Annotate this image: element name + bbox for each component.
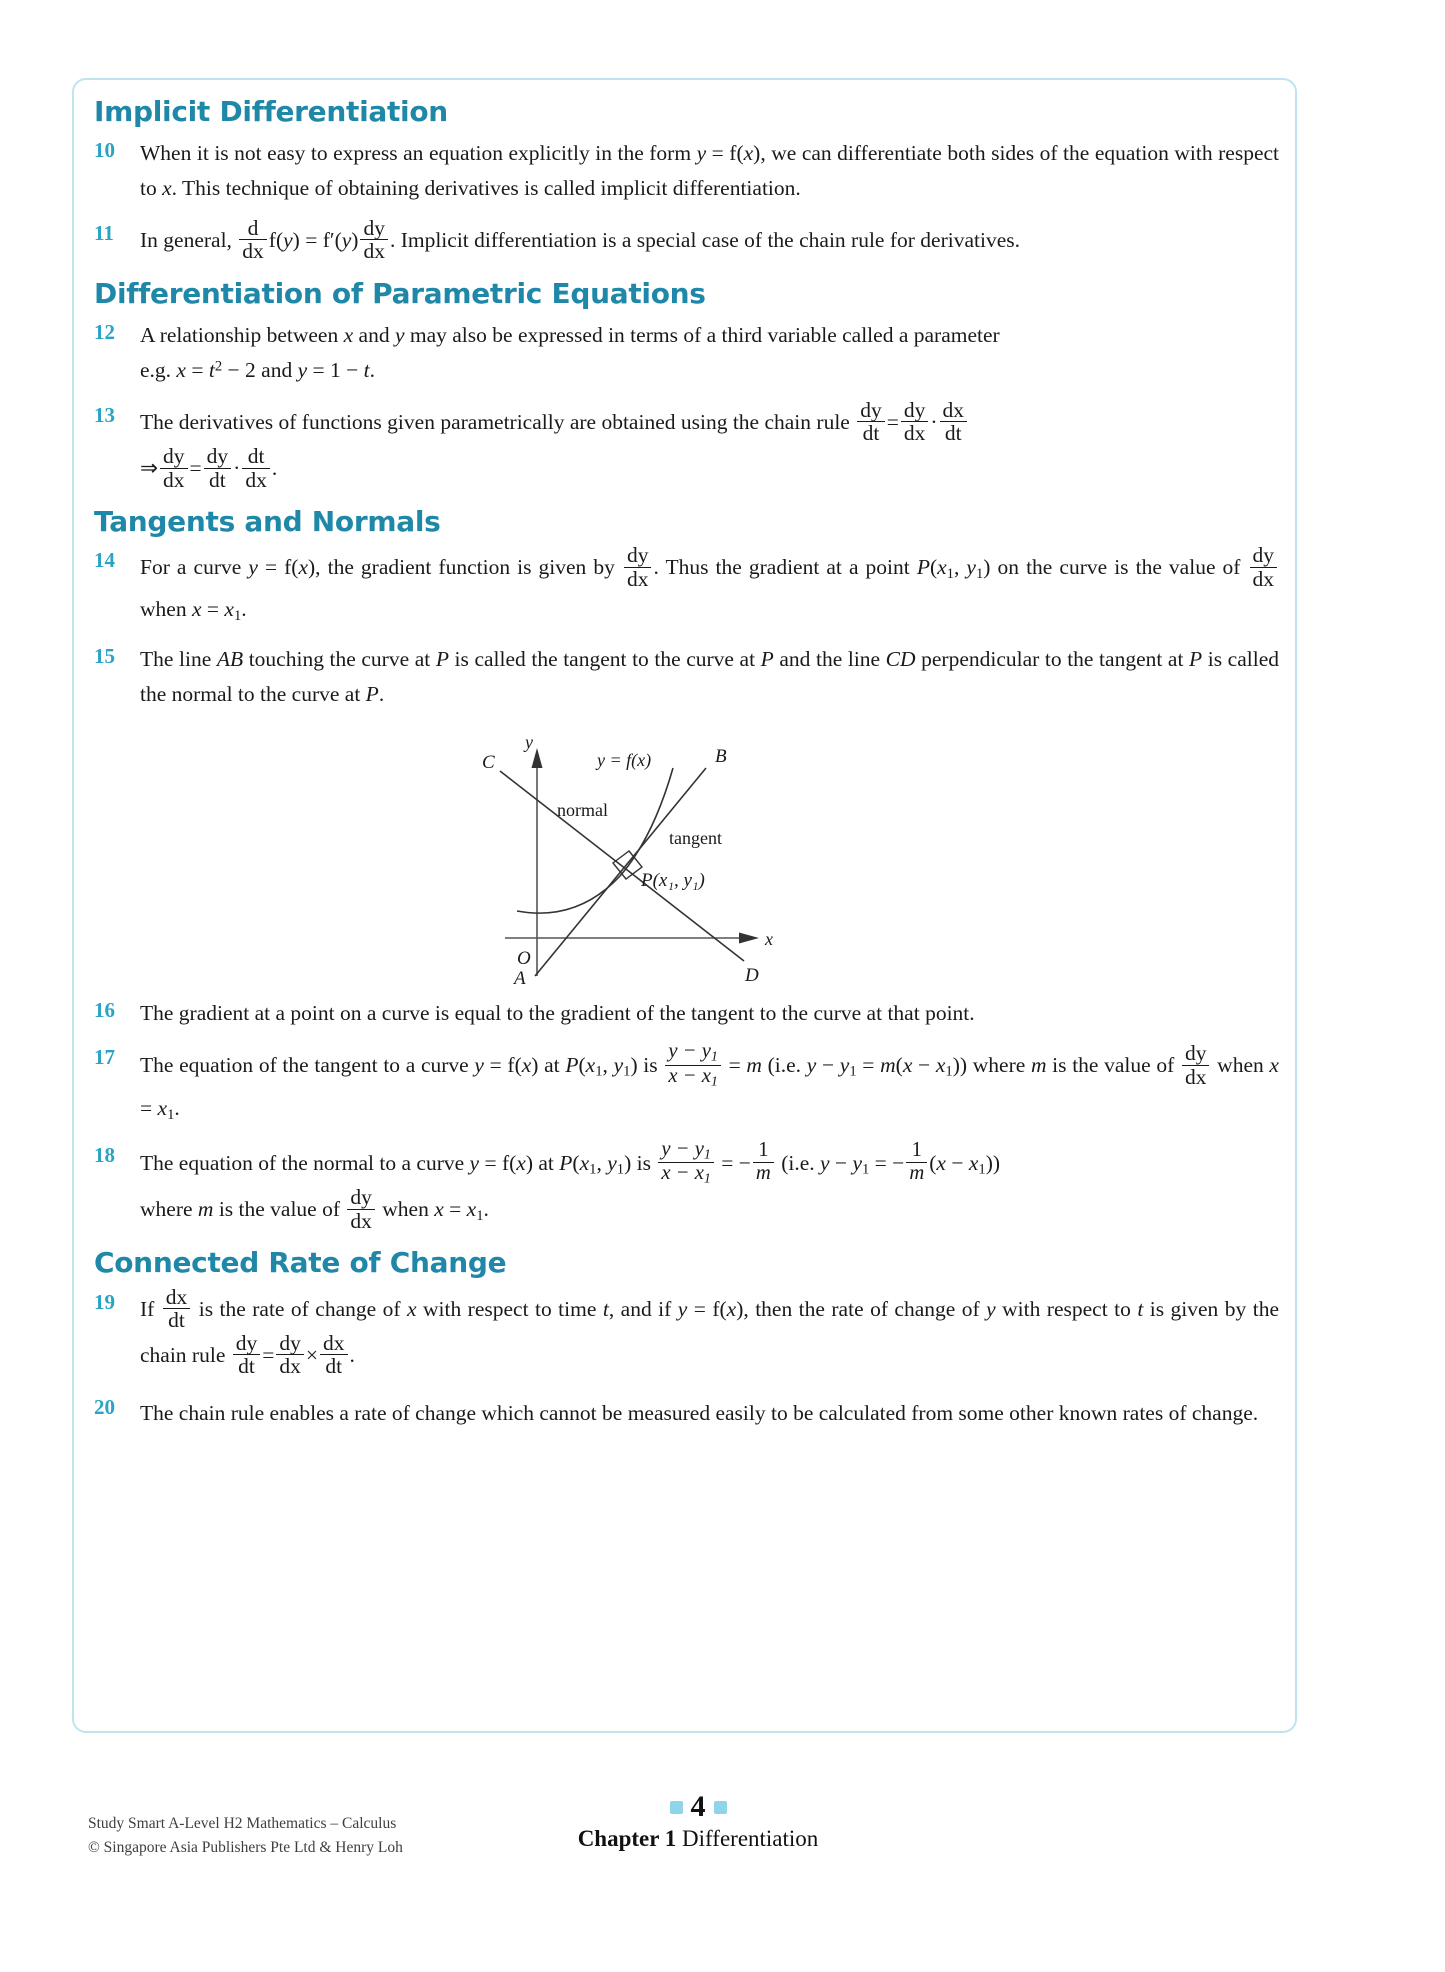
item17-yy: y: [806, 1053, 817, 1078]
axis-label-y: y: [524, 731, 533, 752]
frac-den-sub: 1: [710, 1073, 718, 1090]
item18-text-3: (i.e.: [775, 1150, 820, 1175]
item15-point-P2: P: [760, 646, 774, 671]
item17-py-sub: 1: [623, 1063, 631, 1080]
item-number-14: 14: [94, 548, 115, 573]
item19-times: ×: [305, 1342, 319, 1367]
item17-point-P: P: [565, 1053, 579, 1078]
item15-point-P4: P: [365, 681, 379, 706]
item17-text-1: The equation of the tangent to a curve: [140, 1053, 475, 1078]
fraction-numerator: dx: [320, 1332, 348, 1356]
fraction-dy-dx: [360, 217, 388, 263]
item-18-body: [140, 1137, 1279, 1235]
item10-text-3: . This technique of obtaining derivatives is called implicit differentiation.: [171, 176, 801, 201]
list-item-20: [94, 1393, 1279, 1435]
item15-point-P1: P: [435, 646, 449, 671]
item-11-body: [140, 215, 1279, 265]
item-number-11: 11: [94, 220, 114, 245]
section-heading-parametric-equations: Differentiation of Parametric Equations: [94, 276, 706, 310]
item18-x1: x: [968, 1150, 979, 1175]
square-decoration-left-icon: [670, 1801, 683, 1814]
fraction-numerator: dy: [1182, 1042, 1210, 1066]
fraction-numerator: dy: [1250, 544, 1278, 568]
item19-text-8: is given by the chain rule: [140, 1296, 1279, 1367]
list-item-12: [94, 318, 1279, 388]
item-14-body: [140, 543, 1279, 629]
fraction-denominator: dx: [350, 1208, 372, 1233]
frac-num-sub: 1: [703, 1146, 711, 1163]
item11-fprime: ) = f′(: [292, 227, 342, 252]
section-heading-connected-rate-of-change: Connected Rate of Change: [94, 1246, 507, 1280]
point-label-D: D: [744, 964, 759, 986]
item17-text-6: when: [1211, 1053, 1270, 1078]
item18-minus2: −: [945, 1150, 969, 1175]
page-content: [94, 96, 1279, 1448]
figure-tangent-normal-diagram: [94, 726, 1279, 986]
fraction-dy-dx: [347, 1186, 375, 1232]
item15-point-P3: P: [1189, 646, 1203, 671]
item19-text-6: with respect to: [995, 1296, 1138, 1321]
fraction-denominator: dt: [862, 421, 880, 446]
item14-wx: x: [191, 597, 202, 622]
item17-equals-m: =: [722, 1053, 747, 1078]
point-label-A: A: [513, 967, 526, 986]
fraction-denominator: dx: [363, 239, 385, 264]
fraction-denominator: dt: [944, 421, 962, 446]
item17-period: .: [174, 1096, 180, 1121]
item11-close: ): [351, 227, 359, 252]
item12-eg: e.g.: [140, 357, 177, 382]
item17-y1: y: [839, 1053, 850, 1078]
fraction-numerator: dx: [163, 1286, 191, 1310]
item11-text-1: In general,: [140, 227, 238, 252]
item18-m3: m: [197, 1197, 214, 1222]
item17-px-sub: 1: [595, 1063, 603, 1080]
item14-px-sub: 1: [946, 566, 954, 583]
item15-text-7: .: [378, 681, 385, 706]
fraction-numerator: [658, 1139, 714, 1163]
item12-text-3: may also be expressed in terms of a third variable called a parameter: [404, 323, 1000, 348]
fraction-dy-dx: [276, 1332, 304, 1378]
item15-text-6: is called the normal to the curve at: [140, 646, 1279, 706]
item13-text-1: The derivatives of functions given parametrically are obtained using the chain rule: [140, 409, 856, 434]
fraction-numerator: dy: [276, 1332, 304, 1356]
fraction-denominator: dx: [163, 467, 185, 492]
list-item-19: [94, 1284, 1279, 1380]
item12-eq-period: .: [369, 357, 375, 382]
fraction-numerator: dy: [160, 445, 188, 469]
item17-x1: x: [935, 1053, 946, 1078]
item15-text-4: and the line: [773, 646, 886, 671]
origin-label-O: O: [516, 947, 531, 969]
item18-wx1: x: [466, 1197, 477, 1222]
item18-xx: x: [936, 1150, 946, 1175]
item12-var-x: x: [343, 323, 354, 348]
item17-eq3: =: [856, 1053, 881, 1078]
curve-equation-label: y = f(x): [596, 749, 651, 770]
axis-label-x: x: [764, 928, 773, 949]
item18-wx: x: [434, 1197, 444, 1222]
item13-implies-arrow: ⇒: [140, 455, 159, 480]
item14-text-3: on the curve is the value of: [990, 555, 1248, 580]
fraction-denominator: m: [909, 1161, 925, 1184]
item17-wx: x: [1269, 1053, 1279, 1078]
fraction-dy-dx-2: [1250, 544, 1278, 590]
item12-eq-t2: t: [363, 357, 370, 382]
item14-py: y: [966, 555, 976, 580]
item17-comma: ,: [602, 1053, 614, 1078]
item-number-10: 10: [94, 138, 115, 163]
item17-xx: x: [902, 1053, 913, 1078]
item17-text-3: (i.e.: [761, 1053, 807, 1078]
list-item-18: [94, 1137, 1279, 1235]
item17-paren-close: ): [630, 1053, 638, 1078]
fraction-numerator: dy: [360, 217, 388, 241]
item17-paren-open: (: [578, 1053, 586, 1078]
item17-text-2: is: [637, 1053, 664, 1078]
item17-wx1: x: [157, 1096, 168, 1121]
fraction-numerator: 1: [906, 1140, 927, 1163]
item14-text-4: when: [140, 597, 192, 622]
list-item-17: [94, 1040, 1279, 1127]
item17-var-m: m: [746, 1053, 762, 1078]
item19-eq1: = f(: [687, 1296, 727, 1321]
item14-point-P: P: [916, 555, 930, 580]
item18-var-x: x: [516, 1150, 526, 1175]
item18-second-line: [140, 1185, 1279, 1234]
chapter-line: [468, 1826, 928, 1852]
fraction-denominator: dx: [903, 421, 926, 446]
item19-period: .: [349, 1342, 355, 1367]
footer-credits: [88, 1812, 403, 1860]
item17-minus: −: [816, 1053, 840, 1078]
point-label-B: B: [714, 745, 727, 767]
fraction-dy-dt-2: [204, 445, 232, 491]
square-decoration-right-icon: [714, 1801, 727, 1814]
normal-label: normal: [556, 799, 608, 820]
item13-equals-2: =: [189, 455, 202, 480]
item19-text-2: is the rate of change of: [192, 1296, 407, 1321]
item17-weq: =: [140, 1096, 158, 1121]
fraction-denominator: dx: [245, 467, 267, 492]
item15-text-2: touching the curve at: [243, 646, 436, 671]
item18-py-sub: 1: [616, 1161, 625, 1178]
item18-eq2: ) at: [525, 1150, 560, 1175]
point-label-P: P(x₁, y₁): [640, 869, 705, 891]
item18-weq: =: [443, 1197, 467, 1222]
item17-m2: m: [880, 1053, 896, 1078]
item17-x1-sub: 1: [945, 1063, 953, 1080]
page-number: 4: [690, 1790, 706, 1823]
fraction-denominator: m: [755, 1161, 771, 1184]
fraction-dy-dt: [857, 399, 885, 445]
item12-eq-power: 2: [214, 358, 223, 375]
fraction-dy-dt: [233, 1332, 261, 1378]
item18-point-P: P: [559, 1150, 573, 1175]
item-10-body: [140, 136, 1279, 206]
frac-num-text: y − y: [668, 1040, 711, 1063]
item-13-body: [140, 397, 1279, 493]
item19-equals: =: [262, 1342, 275, 1367]
item17-eq1: = f(: [483, 1053, 522, 1078]
item-15-body: [140, 642, 1279, 712]
item-number-18: 18: [94, 1142, 115, 1167]
item12-eq-x: x: [176, 357, 186, 382]
item18-x1-sub: 1: [978, 1161, 986, 1178]
item18-text-2: is: [631, 1150, 657, 1175]
item10-text-2: ), we can differentiate both sides of the equation with respect to: [140, 141, 1279, 201]
tangent-normal-svg: [457, 726, 917, 986]
item10-var-x: x: [743, 141, 754, 166]
fraction-one-over-m: [753, 1140, 774, 1184]
fraction-denominator: dt: [325, 1354, 343, 1379]
fraction-denominator: dx: [242, 239, 264, 264]
list-item-13: [94, 397, 1279, 493]
item15-text-5: perpendicular to the tangent at: [915, 646, 1190, 671]
frac-den-text: x − x: [661, 1161, 704, 1184]
frac-den-sub: 1: [703, 1170, 711, 1187]
fraction-gradient-ratio: [658, 1139, 714, 1187]
item13-period: .: [271, 455, 278, 480]
point-label-C: C: [481, 751, 495, 773]
item17-y1-sub: 1: [849, 1063, 857, 1080]
item18-y1-sub: 1: [861, 1161, 870, 1178]
item19-var-x2: x: [726, 1296, 737, 1321]
item17-wx1-sub: 1: [167, 1106, 175, 1123]
item-number-16: 16: [94, 997, 115, 1022]
fraction-numerator: d: [239, 217, 267, 241]
fraction-dx-dt-2: [320, 1332, 348, 1378]
item18-text-4: where: [140, 1197, 198, 1222]
item11-var-y2: y: [341, 227, 352, 252]
item12-eq-y: y: [297, 357, 308, 382]
fraction-numerator: dy: [857, 399, 885, 423]
section-heading-implicit-differentiation: Implicit Differentiation: [94, 95, 448, 128]
fraction-d-dx: [239, 217, 267, 263]
page-number-block: [670, 1790, 727, 1824]
fraction-denominator: dx: [1184, 1064, 1207, 1089]
item14-weq: =: [201, 597, 225, 622]
item10-text-eq: = f(: [706, 141, 744, 166]
footer-copyright-line: © Singapore Asia Publishers Pte Ltd & Henry Loh: [88, 1839, 403, 1857]
item18-close: )): [985, 1150, 1001, 1175]
frac-den-text: x − x: [668, 1064, 711, 1087]
footer-page-info: [468, 1790, 928, 1852]
item-20-body: The chain rule enables a rate of change which cannot be measured easily to be calculated from some other known rates of change.: [140, 1400, 1259, 1425]
item17-text-4: where: [967, 1053, 1031, 1078]
item14-wx1-sub: 1: [233, 608, 242, 625]
fraction-numerator: dy: [901, 399, 929, 423]
y-axis-arrowhead: [531, 748, 542, 768]
item-number-13: 13: [94, 402, 115, 427]
item14-px: x: [937, 555, 947, 580]
section-heading-tangents-and-normals: Tangents and Normals: [94, 505, 441, 539]
item18-equals-neg: = −: [715, 1150, 751, 1175]
frac-num-text: y − y: [661, 1137, 704, 1160]
item12-eq-minus: − 2 and: [222, 357, 298, 382]
item19-text-4: , and if: [608, 1296, 678, 1321]
item17-text-5: is the value of: [1046, 1053, 1180, 1078]
item14-var-x: x: [298, 555, 309, 580]
item18-text-5: is the value of: [213, 1197, 346, 1222]
fraction-denominator: dt: [209, 467, 226, 492]
item10-var-y: y: [696, 141, 707, 166]
item18-text-1: The equation of the normal to a curve: [140, 1150, 470, 1175]
item19-text-1: If: [140, 1296, 161, 1321]
item18-y1: y: [852, 1150, 862, 1175]
fraction-denominator: dx: [279, 1354, 301, 1379]
frac-num-sub: 1: [710, 1048, 718, 1065]
item19-text-3: with respect to time: [416, 1296, 603, 1321]
fraction-dy-dx: [624, 544, 652, 590]
fraction-dx-dt: [940, 399, 968, 445]
item17-px: x: [585, 1053, 596, 1078]
item18-paren-close: ): [624, 1150, 632, 1175]
fraction-numerator: dy: [233, 1332, 261, 1356]
list-item-11: [94, 215, 1279, 265]
item17-m3: m: [1030, 1053, 1047, 1078]
item-number-20: 20: [94, 1394, 115, 1419]
item13-equals: =: [886, 409, 899, 434]
x-axis-arrowhead: [739, 932, 759, 943]
item17-minus2: −: [912, 1053, 936, 1078]
list-item-14: [94, 543, 1279, 629]
item18-yy: y: [820, 1150, 830, 1175]
item19-var-y: y: [677, 1296, 688, 1321]
item12-eq-sign: =: [185, 357, 209, 382]
tangent-label: tangent: [668, 827, 722, 848]
fraction-dy-dx: [901, 399, 929, 445]
item14-paren-close: ): [983, 555, 991, 580]
item18-eq3: = −: [869, 1150, 905, 1175]
item-number-15: 15: [94, 643, 115, 668]
item10-var-x2: x: [162, 176, 172, 201]
item13-dot: ·: [930, 409, 938, 434]
footer-title-line: Study Smart A-Level H2 Mathematics – Calculus: [88, 1815, 397, 1832]
item14-eq: = f(: [257, 555, 299, 580]
item19-var-y2: y: [986, 1296, 996, 1321]
item-12-body: [140, 318, 1279, 388]
fraction-numerator: dx: [940, 399, 968, 423]
chapter-label: Chapter 1: [577, 1826, 677, 1851]
fraction-gradient-ratio: [665, 1041, 721, 1089]
fraction-numerator: dy: [347, 1186, 375, 1210]
item13-dot-2: ·: [233, 455, 241, 480]
fraction-dt-dx: [242, 445, 270, 491]
item18-minus: −: [829, 1150, 853, 1175]
item18-open: (: [929, 1150, 937, 1175]
item11-text-2: . Implicit differentiation is a special case of the chain rule for derivatives.: [389, 227, 1020, 252]
item19-var-t2: t: [1137, 1296, 1144, 1321]
item12-var-y: y: [394, 323, 405, 348]
item14-paren-open: (: [929, 555, 938, 580]
item18-paren-open: (: [572, 1150, 580, 1175]
item14-comma: ,: [953, 555, 967, 580]
item11-fy-open: f(: [268, 227, 284, 252]
item14-wx1: x: [224, 597, 234, 622]
fraction-one-over-m-2: [906, 1140, 927, 1184]
fraction-denominator: [658, 1163, 714, 1186]
chapter-title: Differentiation: [682, 1826, 819, 1851]
item12-eq-sign2: = 1 −: [307, 357, 364, 382]
item11-var-y1: y: [283, 227, 293, 252]
item-16-body: The gradient at a point on a curve is equal to the gradient of the tangent to the curve at that point.: [140, 1000, 975, 1025]
item18-wx1-sub: 1: [476, 1208, 484, 1225]
item17-var-x: x: [521, 1053, 532, 1078]
item-number-12: 12: [94, 320, 115, 345]
item12-eq-t: t: [208, 357, 215, 382]
item14-var-y: y: [248, 555, 258, 580]
fraction-denominator: dt: [238, 1354, 255, 1379]
item-19-body: [140, 1284, 1279, 1380]
fraction-dx-dt: [163, 1286, 191, 1332]
item18-px: x: [579, 1150, 590, 1175]
item12-text-1: A relationship between: [140, 323, 344, 348]
item17-eq2: ) at: [531, 1053, 566, 1078]
item-17-body: [140, 1040, 1279, 1127]
item14-period: .: [241, 597, 247, 622]
item-number-17: 17: [94, 1045, 115, 1070]
item19-var-t: t: [602, 1296, 609, 1321]
item18-px-sub: 1: [589, 1161, 597, 1178]
item18-py: y: [607, 1150, 617, 1175]
item-number-19: 19: [94, 1289, 115, 1314]
item15-line-CD: CD: [885, 646, 916, 671]
fraction-denominator: dt: [168, 1308, 185, 1333]
item17-var-y: y: [474, 1053, 484, 1078]
curve-path: [517, 768, 673, 913]
item17-close: )): [952, 1053, 968, 1078]
item18-var-y: y: [469, 1150, 480, 1175]
item18-comma: ,: [596, 1150, 608, 1175]
fraction-numerator: 1: [753, 1140, 774, 1163]
item18-eq1: = f(: [479, 1150, 517, 1175]
fraction-denominator: dx: [626, 566, 649, 591]
item19-eq2: ): [736, 1296, 744, 1321]
fraction-numerator: [665, 1041, 721, 1065]
item15-text-1: The line: [140, 646, 217, 671]
item13-second-line: [140, 443, 1279, 493]
list-item-15: [94, 642, 1279, 712]
item12-text-2: and: [353, 323, 395, 348]
fraction-dy-dx-2: [160, 445, 188, 491]
item18-period: .: [483, 1197, 489, 1222]
fraction-numerator: dy: [624, 544, 652, 568]
list-item-10: [94, 136, 1279, 206]
item14-text-close: ), the gradient function is given by: [308, 555, 622, 580]
item10-text-1: When it is not easy to express an equation explicitly in the form: [140, 141, 697, 166]
item14-py-sub: 1: [975, 566, 984, 583]
item12-example-line: [140, 353, 1279, 388]
item18-text-6: when: [376, 1197, 435, 1222]
item15-line-AB: AB: [216, 646, 244, 671]
item19-text-5: , then the rate of change of: [743, 1296, 987, 1321]
item14-text-1: For a curve: [140, 555, 249, 580]
list-item-16: [94, 996, 1279, 1031]
fraction-denominator: [665, 1066, 721, 1089]
fraction-numerator: dy: [204, 445, 232, 469]
item14-text-2: . Thus the gradient at a point: [653, 555, 917, 580]
item19-var-x: x: [406, 1296, 417, 1321]
item17-py: y: [613, 1053, 624, 1078]
fraction-denominator: dx: [1252, 566, 1275, 591]
item17-open: (: [895, 1053, 903, 1078]
fraction-numerator: dt: [242, 445, 270, 469]
fraction-dy-dx: [1182, 1042, 1210, 1088]
item15-text-3: is called the tangent to the curve at: [448, 646, 761, 671]
